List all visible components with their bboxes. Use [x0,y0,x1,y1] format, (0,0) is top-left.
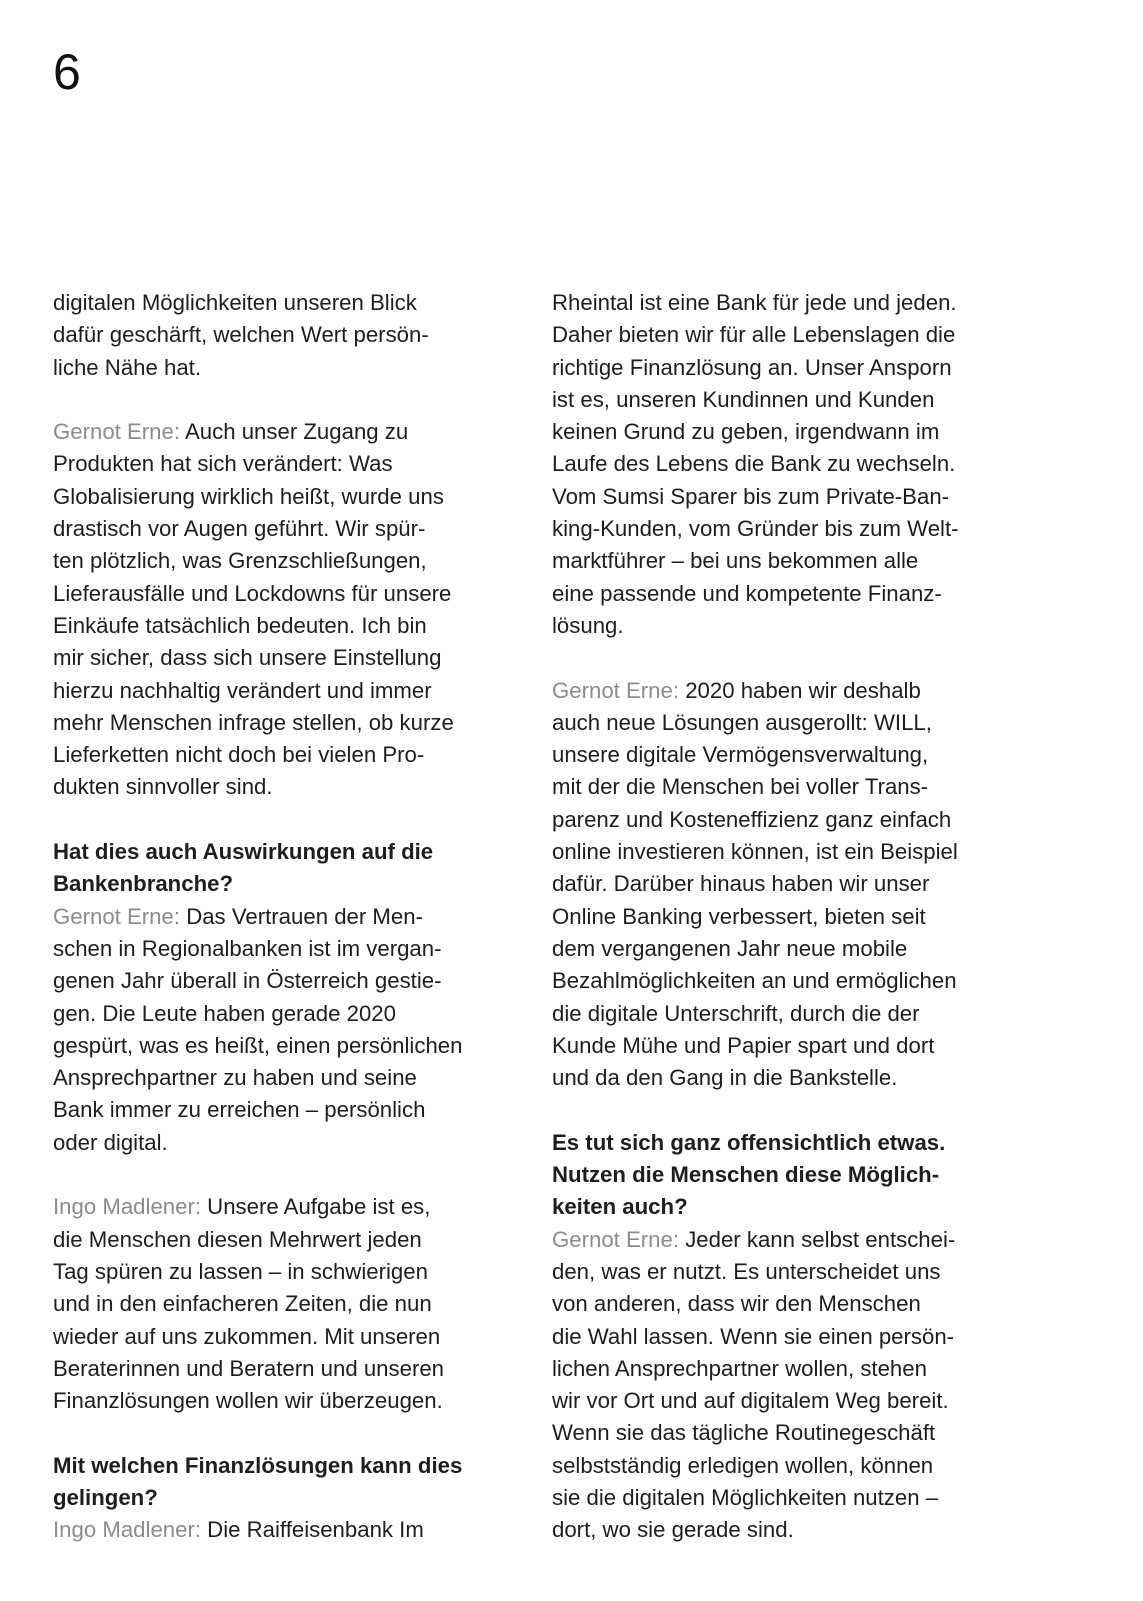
text-line [53,1514,523,1546]
line-text: ten plötzlich, was Grenzschließungen, [53,548,427,574]
line-text: schen in Regionalbanken ist im vergan- [53,935,442,961]
line-text: Globalisierung wirklich heißt, wurde uns [53,483,444,509]
line-text: Auch unser Zugang zu [180,419,409,445]
line-text: lichen Ansprechpartner wollen, stehen [552,1355,927,1381]
text-line [53,1127,523,1159]
text-line [552,319,1032,351]
text-line [53,513,523,545]
line-text: mir sicher, dass sich unsere Einstellung [53,645,442,671]
line-text: die Menschen diesen Mehrwert jeden [53,1226,422,1252]
text-line [53,965,523,997]
text-line [53,1062,523,1094]
text-line [53,1094,523,1126]
text-line [53,545,523,577]
text-line [552,868,1032,900]
line-text: wir vor Ort und auf digitalem Weg bereit. [552,1388,949,1414]
line-text: und da den Gang in die Bankstelle. [552,1065,898,1091]
question-line [53,1482,523,1514]
text-line [552,707,1032,739]
speaker-name: Gernot Erne: [53,419,181,445]
text-line [552,1417,1032,1449]
text-line [53,610,523,642]
line-text: Jeder kann selbst entschei- [679,1226,956,1252]
line-text: Das Vertrauen der Men- [180,903,423,929]
text-line [53,739,523,771]
text-line [53,319,523,351]
text-line [552,287,1032,319]
line-text: Wenn sie das tägliche Routinegeschäft [552,1420,936,1446]
line-text: mit der die Menschen bei voller Trans- [552,774,929,800]
text-line [53,1385,523,1417]
text-line [53,1256,523,1288]
line-text: Finanzlösungen wollen wir überzeugen. [53,1388,443,1414]
text-line [53,287,523,319]
line-text: Vom Sumsi Sparer bis zum Private-Ban- [552,483,950,509]
paragraph-gap [552,642,1032,674]
text-line [552,1482,1032,1514]
line-text: gelingen? [53,1484,158,1510]
text-line [53,1224,523,1256]
line-text: digitalen Möglichkeiten unseren Blick [53,290,417,315]
text-line [552,416,1032,448]
speaker-name: Ingo Madlener: [53,1517,202,1543]
line-text: Mit welchen Finanzlösungen kann dies [53,1452,463,1478]
line-text: hierzu nachhaltig verändert und immer [53,677,432,703]
line-text: die digitale Unterschrift, durch die der [552,1000,920,1026]
question-line [53,1450,523,1482]
text-line [552,384,1032,416]
question-line [53,868,523,900]
line-text: oder digital. [53,1129,168,1155]
line-text: Laufe des Lebens die Bank zu wechseln. [552,451,956,477]
line-text: Ansprechpartner zu haben und seine [53,1065,417,1091]
line-text: sie die digitalen Möglichkeiten nutzen – [552,1484,939,1510]
speaker-name: Ingo Madlener: [53,1194,202,1220]
text-line [53,933,523,965]
text-line [552,1288,1032,1320]
text-line [552,675,1032,707]
speaker-name: Gernot Erne: [53,903,181,929]
text-line [552,1353,1032,1385]
text-line [552,1224,1032,1256]
text-line [552,1256,1032,1288]
line-text: richtige Finanzlösung an. Unser Ansporn [552,354,952,380]
text-line [552,804,1032,836]
line-text: Beraterinnen und Beratern und unseren [53,1355,445,1381]
line-text: lösung. [552,612,624,638]
line-text: Hat dies auch Auswirkungen auf die [53,839,434,865]
text-line [53,1321,523,1353]
line-text: gespürt, was es heißt, einen persönlichen [53,1032,463,1058]
text-line [53,448,523,480]
text-line [552,1385,1032,1417]
text-line [552,1030,1032,1062]
text-line [552,352,1032,384]
text-line [552,739,1032,771]
line-text: dort, wo sie gerade sind. [552,1517,794,1543]
text-line [552,836,1032,868]
line-text: Tag spüren zu lassen – in schwierigen [53,1258,428,1284]
line-text: dafür. Darüber hinaus haben wir unser [552,871,930,897]
line-text: genen Jahr überall in Österreich gestie- [53,968,442,994]
text-line [552,513,1032,545]
text-line [53,901,523,933]
line-text: Unsere Aufgabe ist es, [201,1194,431,1220]
question-line [552,1191,1032,1223]
line-text: ist es, unseren Kundinnen und Kunden [552,386,935,412]
text-line [53,481,523,513]
text-line [552,1450,1032,1482]
line-text: keinen Grund zu geben, irgendwann im [552,419,940,445]
line-text: Bank immer zu erreichen – persönlich [53,1097,426,1123]
line-text: mehr Menschen infrage stellen, ob kurze [53,709,454,735]
line-text: Produkten hat sich verändert: Was [53,451,393,477]
line-text: liche Nähe hat. [53,354,202,380]
text-line [552,965,1032,997]
paragraph-gap [53,384,523,416]
text-line [552,578,1032,610]
line-text: Rheintal ist eine Bank für jede und jeden. [552,290,957,315]
line-text: Kunde Mühe und Papier spart und dort [552,1032,935,1058]
text-line [552,481,1032,513]
line-text: Die Raiffeisenbank Im [201,1517,424,1543]
line-text: Lieferketten nicht doch bei vielen Pro- [53,742,425,768]
text-column-right [552,287,1032,1547]
text-line [552,998,1032,1030]
text-line [552,545,1032,577]
paragraph-gap [53,1159,523,1191]
question-line [552,1127,1032,1159]
line-text: Daher bieten wir für alle Lebenslagen die [552,322,956,348]
text-line [53,642,523,674]
text-line [53,1288,523,1320]
text-line [552,448,1032,480]
line-text: Einkäufe tatsächlich bedeuten. Ich bin [53,612,427,638]
line-text: Nutzen die Menschen diese Möglich- [552,1162,940,1188]
line-text: dem vergangenen Jahr neue mobile [552,935,908,961]
text-line [53,1353,523,1385]
line-text: Es tut sich ganz offensichtlich etwas. [552,1129,946,1155]
line-text: Lieferausfälle und Lockdowns für unsere [53,580,452,606]
text-line [53,1191,523,1223]
line-text: selbstständig erledigen wollen, können [552,1452,934,1478]
text-line [53,416,523,448]
line-text: unsere digitale Vermögensverwaltung, [552,742,929,768]
line-text: drastisch vor Augen geführt. Wir spür- [53,516,426,542]
line-text: Online Banking verbessert, bieten seit [552,903,926,929]
text-line [552,901,1032,933]
line-text: auch neue Lösungen ausgerollt: WILL, [552,709,932,735]
text-column-left [53,287,523,1547]
speaker-name: Gernot Erne: [552,677,680,703]
text-line [53,771,523,803]
line-text: 2020 haben wir deshalb [679,677,921,703]
page-number: 6 [53,44,81,100]
line-text: Bankenbranche? [53,871,234,897]
speaker-name: Gernot Erne: [552,1226,680,1252]
line-text: eine passende und kompetente Finanz- [552,580,942,606]
line-text: parenz und Kosteneffizienz ganz einfach [552,806,952,832]
line-text: dukten sinnvoller sind. [53,774,273,800]
text-line [552,771,1032,803]
text-line [53,675,523,707]
text-line [552,610,1032,642]
paragraph-gap [53,1417,523,1449]
line-text: von anderen, dass wir den Menschen [552,1291,921,1317]
line-text: die Wahl lassen. Wenn sie einen persön- [552,1323,955,1349]
line-text: wieder auf uns zukommen. Mit unseren [53,1323,441,1349]
line-text: gen. Die Leute haben gerade 2020 [53,1000,396,1026]
line-text: keiten auch? [552,1194,688,1220]
text-line [53,1030,523,1062]
text-line [552,1062,1032,1094]
text-line [552,1514,1032,1546]
paragraph-gap [552,1094,1032,1126]
question-line [552,1159,1032,1191]
line-text: marktführer – bei uns bekommen alle [552,548,919,574]
line-text: den, was er nutzt. Es unterscheidet uns [552,1258,941,1284]
text-line [53,707,523,739]
line-text: dafür geschärft, welchen Wert persön- [53,322,429,348]
line-text: online investieren können, ist ein Beispiel [552,839,958,865]
paragraph-gap [53,804,523,836]
text-line [552,1321,1032,1353]
line-text: Bezahlmöglichkeiten an und ermöglichen [552,968,957,994]
text-line [53,352,523,384]
text-line [53,578,523,610]
text-line [53,998,523,1030]
question-line [53,836,523,868]
text-line [552,933,1032,965]
line-text: und in den einfacheren Zeiten, die nun [53,1291,432,1317]
line-text: king-Kunden, vom Gründer bis zum Welt- [552,516,959,542]
